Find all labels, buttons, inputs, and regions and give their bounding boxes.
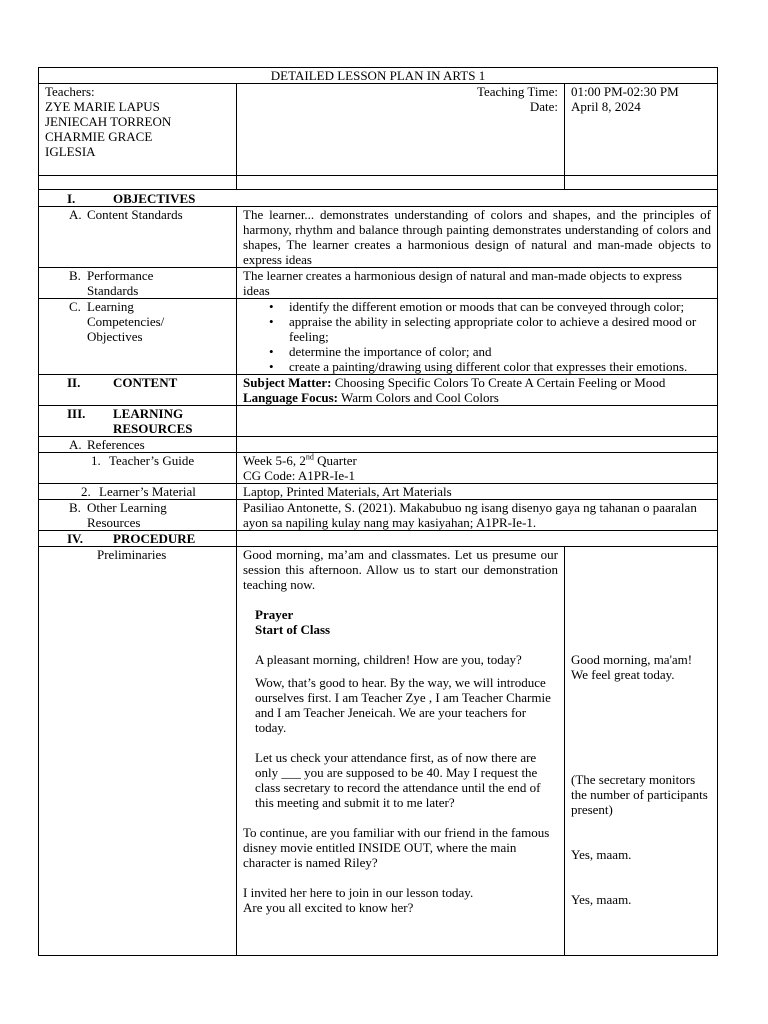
section-title: RESOURCES	[113, 421, 193, 436]
inside-out-response: Yes, maam.	[571, 847, 632, 862]
invite-response: Yes, maam.	[571, 892, 632, 907]
language-focus: Language Focus: Warm Colors and Cool Colors	[243, 390, 499, 405]
teachers-guide-row	[39, 453, 718, 484]
references-row	[39, 437, 718, 453]
performance-standards-label: B. Performance Standards	[69, 268, 154, 298]
competencies-cell	[237, 299, 718, 375]
inside-out-text: To continue, are you familiar with our friend in the famous disney movie entitled INSIDE OUT, where the main character is named Riley?	[243, 825, 550, 870]
objectives-heading	[45, 191, 711, 206]
greeting-response: Good morning, ma'am! We feel great today.	[571, 652, 693, 682]
learners-material-label: 2. Learner’s Material	[81, 484, 196, 499]
performance-standards-text: The learner creates a harmonious design of natural and man-made objects to express ideas	[237, 268, 718, 299]
procedure-heading-row	[39, 531, 718, 547]
teaching-time-value: 01:00 PM-02:30 PM	[571, 84, 679, 99]
attendance-text: Let us check your attendance first, as of now there are only ___ you are supposed to be 40. May I request the class secretary to record the attendance until the end of this meeting and submit it to me later?	[255, 750, 541, 810]
content-heading	[45, 375, 230, 390]
teacher-activity-cell	[237, 547, 565, 956]
teaching-time-label: Teaching Time:	[476, 84, 558, 99]
list-item: • identify the different emotion or moods that can be conveyed through color;	[289, 299, 711, 314]
performance-standards-row	[39, 268, 718, 299]
document-title: DETAILED LESSON PLAN IN ARTS 1	[39, 68, 718, 84]
learner-activity-cell	[565, 547, 718, 956]
list-item: • determine the importance of color; and	[289, 344, 711, 359]
start-of-class-heading: Start of Class	[255, 622, 331, 637]
invite-text: I invited her here to join in our lesson today. Are you all excited to know her?	[243, 885, 474, 915]
learners-material-text: Laptop, Printed Materials, Art Materials	[237, 484, 718, 500]
other-resources-row	[39, 500, 718, 531]
content-standards-label: A. Content Standards	[69, 207, 183, 222]
date-value: April 8, 2024	[571, 99, 641, 114]
competencies-row	[39, 299, 718, 375]
preliminaries-label: Preliminaries	[97, 547, 167, 562]
content-standards-row	[39, 207, 718, 268]
time-date-values-cell	[565, 84, 718, 176]
section-title: CONTENT	[113, 375, 178, 390]
prayer-heading: Prayer	[255, 607, 294, 622]
teachers-guide-label: 1. Teacher’s Guide	[91, 453, 195, 468]
competencies-list	[243, 299, 711, 374]
section-title: OBJECTIVES	[113, 191, 196, 206]
teachers-cell	[39, 84, 237, 176]
teacher-name: IGLESIA	[45, 144, 96, 159]
content-row	[39, 375, 718, 406]
header-row	[39, 84, 718, 176]
lesson-plan-table	[38, 67, 718, 956]
list-item: • create a painting/drawing using different color that expresses their emotions.	[289, 359, 711, 374]
date-label: Date:	[529, 99, 558, 114]
attendance-response: (The secretary monitors the number of participants present)	[571, 772, 708, 817]
introduction-text: Wow, that’s good to hear. By the way, we will introduce ourselves first. I am Teacher Zye , I am Teacher Charmie and I am Teacher Jeneicah. We are your teachers for today.	[255, 675, 551, 735]
other-resources-text: Pasiliao Antonette, S. (2021). Makabubuo ng isang disenyo gaya ng tahanan o paaralan ayon sa napiling kulay nang may kasiyahan; A1PR-Ie-1.	[237, 500, 718, 531]
preliminaries-row	[39, 547, 718, 956]
opening-text: Good morning, ma’am and classmates. Let us presume our session this afternoon. Allow us to start our demonstration teaching now.	[243, 547, 558, 592]
title-row	[39, 68, 718, 84]
section-title: LEARNING	[113, 406, 184, 421]
content-cell	[237, 375, 718, 406]
cg-code: CG Code: A1PR-Ie-1	[243, 468, 355, 483]
teachers-label: Teachers:	[45, 84, 95, 99]
other-resources-label: B. Other Learning Resources	[69, 500, 167, 530]
section-title: PROCEDURE	[113, 531, 196, 546]
content-standards-text: The learner... demonstrates understanding of colors and shapes, and the principles of harmony, rhythm and balance through painting demonstrates understanding of colors and shapes, The learner creates a harmonious design of natural and man-made objects to express ideas	[237, 207, 718, 268]
section-number: II.	[67, 375, 81, 390]
lesson-plan-document	[38, 67, 717, 956]
competencies-label: C. Learning Competencies/ Objectives	[69, 299, 165, 344]
section-number: I.	[67, 191, 76, 206]
time-date-labels-cell	[237, 84, 565, 176]
procedure-heading	[45, 531, 230, 546]
week-quarter: Week 5-6, 2nd Quarter	[243, 452, 357, 468]
resources-heading-row	[39, 406, 718, 437]
teacher-name: CHARMIE GRACE	[45, 129, 153, 144]
resources-heading	[45, 406, 230, 436]
list-item: • appraise the ability in selecting appropriate color to achieve a desired mood or feeling;	[289, 314, 711, 344]
section-number: III.	[67, 406, 86, 421]
learners-material-row	[39, 484, 718, 500]
teacher-name: JENIECAH TORREON	[45, 114, 172, 129]
subject-matter: Subject Matter: Choosing Specific Colors To Create A Certain Feeling or Mood	[243, 375, 666, 390]
greeting-text: A pleasant morning, children! How are you, today?	[255, 652, 522, 667]
teacher-name: ZYE MARIE LAPUS	[45, 99, 160, 114]
teachers-guide-cell	[237, 453, 718, 484]
objectives-heading-row	[39, 190, 718, 207]
section-number: IV.	[67, 531, 84, 546]
references-label: A. References	[69, 437, 145, 452]
spacer-row	[39, 176, 718, 190]
